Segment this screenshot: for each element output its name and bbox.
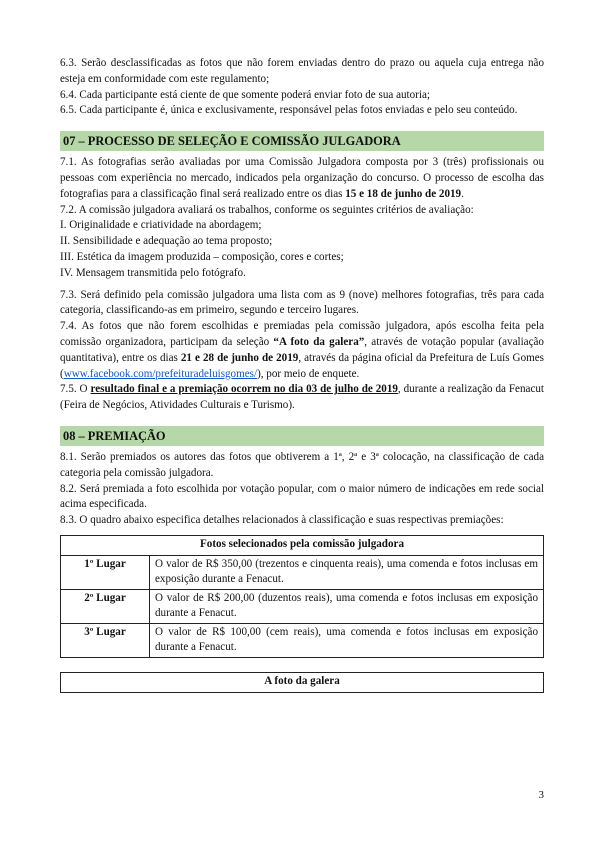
prize-cell: O valor de R$ 100,00 (cem reais), uma comenda e fotos inclusas em exposição durante a Fenacut. xyxy=(150,623,544,657)
prize-cell: O valor de R$ 200,00 (duzentos reais), uma comenda e fotos inclusas em exposição durante a Fenacut. xyxy=(150,589,544,623)
paragraph-7-3: 7.3. Será definido pela comissão julgadora uma lista com as 9 (nove) melhores fotografias, três para cada categoria, classificando-as em primeiro, segundo e terceiro lugares. xyxy=(60,288,544,317)
place-cell: 2º Lugar xyxy=(61,589,150,623)
facebook-link[interactable]: www.facebook.com/prefeituradeluisgomes/ xyxy=(63,367,258,380)
paragraph-6-3: 6.3. Serão desclassificadas as fotos que não forem enviadas dentro do prazo ou aquela cuja entrega não esteja em conformidade com este regulamento; xyxy=(60,57,544,85)
paragraph-8-3: 8.3. O quadro abaixo especifica detalhes relacionados à classificação e suas respectivas premiações: xyxy=(60,514,504,527)
popular-vote-header: A foto da galera xyxy=(61,672,544,692)
page-number: 3 xyxy=(538,789,544,801)
section-8-heading: 08 – PREMIAÇÃO xyxy=(60,426,544,446)
table-row xyxy=(61,623,544,657)
paragraph-6-4: 6.4. Cada participante está ciente de que somente poderá enviar foto de sua autoria; xyxy=(60,88,430,101)
place-cell: 3º Lugar xyxy=(61,623,150,657)
prize-cell: O valor de R$ 350,00 (trezentos e cinquenta reais), uma comenda e fotos inclusas em exposição durante a Fenacut. xyxy=(150,555,544,589)
document-page xyxy=(60,56,544,693)
table-row xyxy=(61,589,544,623)
criterion-4: IV. Mensagem transmitida pelo fotógrafo. xyxy=(60,266,246,279)
table-row xyxy=(61,555,544,589)
paragraph-7-5: 7.5. O resultado final e a premiação ocorrem no dia 03 de julho de 2019, durante a realização da Fenacut (Feira de Negócios, Atividades Culturais e Turismo). xyxy=(60,383,545,412)
paragraph-8-1: 8.1. Serão premiados os autores das fotos que obtiverem a 1ª, 2ª e 3ª colocação, na classificação de cada categoria pela comissão julgadora. xyxy=(60,450,544,479)
paragraph-7-4: 7.4. As fotos que não forem escolhidas e premiadas pela comissão julgadora, após escolha feita pela comissão organizadora, participam da seleção “A foto da galera”, através de votação popular (avaliação quantitativa), entre os dias 21 e 28 de junho de 2019, através da página oficial da Prefeitura de Luís Gomes (www.facebook.com/prefeituradeluisgomes/), por meio de enquete. xyxy=(60,320,544,380)
paragraph-8-2: 8.2. Será premiada a foto escolhida por votação popular, com o maior número de indicações em rede social acima especificada. xyxy=(60,482,544,511)
place-cell: 1º Lugar xyxy=(61,555,150,589)
paragraph-6-5: 6.5. Cada participante é, única e exclusivamente, responsável pelas fotos enviadas e pelo seu conteúdo. xyxy=(60,104,518,117)
criterion-3: III. Estética da imagem produzida – composição, cores e cortes; xyxy=(60,250,344,263)
paragraph-7-2: 7.2. A comissão julgadora avaliará os trabalhos, conforme os seguintes critérios de avaliação: xyxy=(60,203,474,216)
prize-table-header: Fotos selecionados pela comissão julgadora xyxy=(61,535,544,555)
section-7-heading: 07 – PROCESSO DE SELEÇÃO E COMISSÃO JULGADORA xyxy=(60,131,544,151)
criterion-1: I. Originalidade e criatividade na abordagem; xyxy=(60,219,262,232)
popular-vote-table xyxy=(60,672,544,693)
paragraph-7-1: 7.1. As fotografias serão avaliadas por uma Comissão Julgadora composta por 3 (três) profissionais ou pessoas com experiência no mercado, indicados pela organização do concurso. O processo de escolha das fotografias para a classificação final será realizado entre os dias 15 e 18 de junho de 2019. xyxy=(60,156,544,200)
prize-table xyxy=(60,535,544,658)
criterion-2: II. Sensibilidade e adequação ao tema proposto; xyxy=(60,235,273,248)
